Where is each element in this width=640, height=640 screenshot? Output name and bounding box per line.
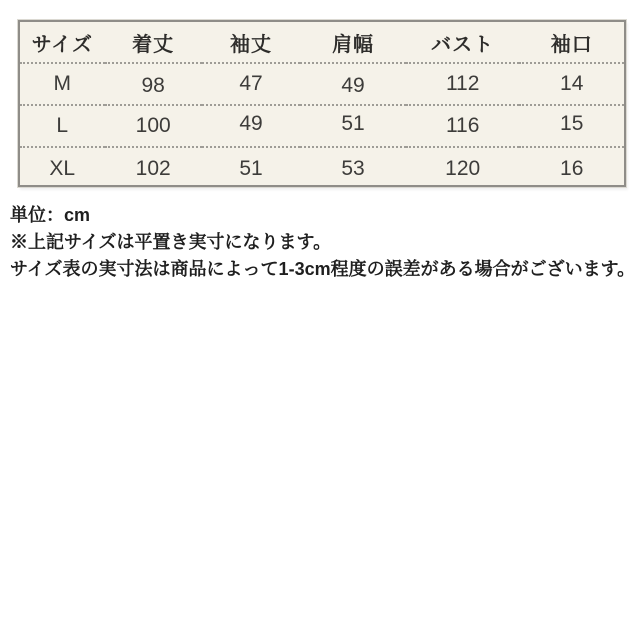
- table-row-xl: [20, 147, 624, 189]
- cell-bust: 112: [406, 63, 520, 105]
- cell-shoulder-width: 53: [300, 147, 406, 189]
- unit-label: 単位：cm: [10, 205, 91, 225]
- note-flat-measurement: ※上記サイズは平置き実寸になります。: [10, 232, 332, 252]
- cell-length: 100: [105, 105, 202, 147]
- cell-cuff: 15: [519, 105, 624, 147]
- cell-size: L: [20, 105, 105, 147]
- cell-sleeve-length: 51: [202, 147, 300, 189]
- cell-size: M: [20, 63, 105, 105]
- size-table-grid: [20, 22, 624, 189]
- col-header-sleeve-length: 袖丈: [230, 33, 272, 56]
- col-header-size: サイズ: [31, 33, 93, 56]
- size-table: [18, 20, 626, 187]
- cell-size: XL: [20, 147, 105, 189]
- col-header-shoulder-width: 肩幅: [332, 33, 375, 56]
- cell-bust: 120: [406, 147, 520, 189]
- table-header-row: [20, 22, 624, 63]
- col-header-cuff: 袖口: [550, 33, 593, 56]
- cell-bust: 116: [406, 105, 520, 147]
- cell-shoulder-width: 49: [300, 63, 406, 105]
- table-row-m: [20, 63, 624, 105]
- cell-length: 102: [105, 147, 202, 189]
- cell-sleeve-length: 49: [202, 105, 300, 147]
- col-header-bust: バスト: [431, 33, 495, 56]
- cell-length: 98: [105, 63, 202, 105]
- note-tolerance: サイズ表の実寸法は商品によって1-3cm程度の誤差がある場合がございます。: [10, 259, 636, 279]
- cell-shoulder-width: 51: [300, 105, 406, 147]
- cell-cuff: 16: [519, 147, 624, 189]
- col-header-length: 着丈: [132, 33, 175, 56]
- table-row-l: [20, 105, 624, 147]
- cell-cuff: 14: [519, 63, 624, 105]
- cell-sleeve-length: 47: [202, 63, 300, 105]
- notes-block: [10, 202, 635, 283]
